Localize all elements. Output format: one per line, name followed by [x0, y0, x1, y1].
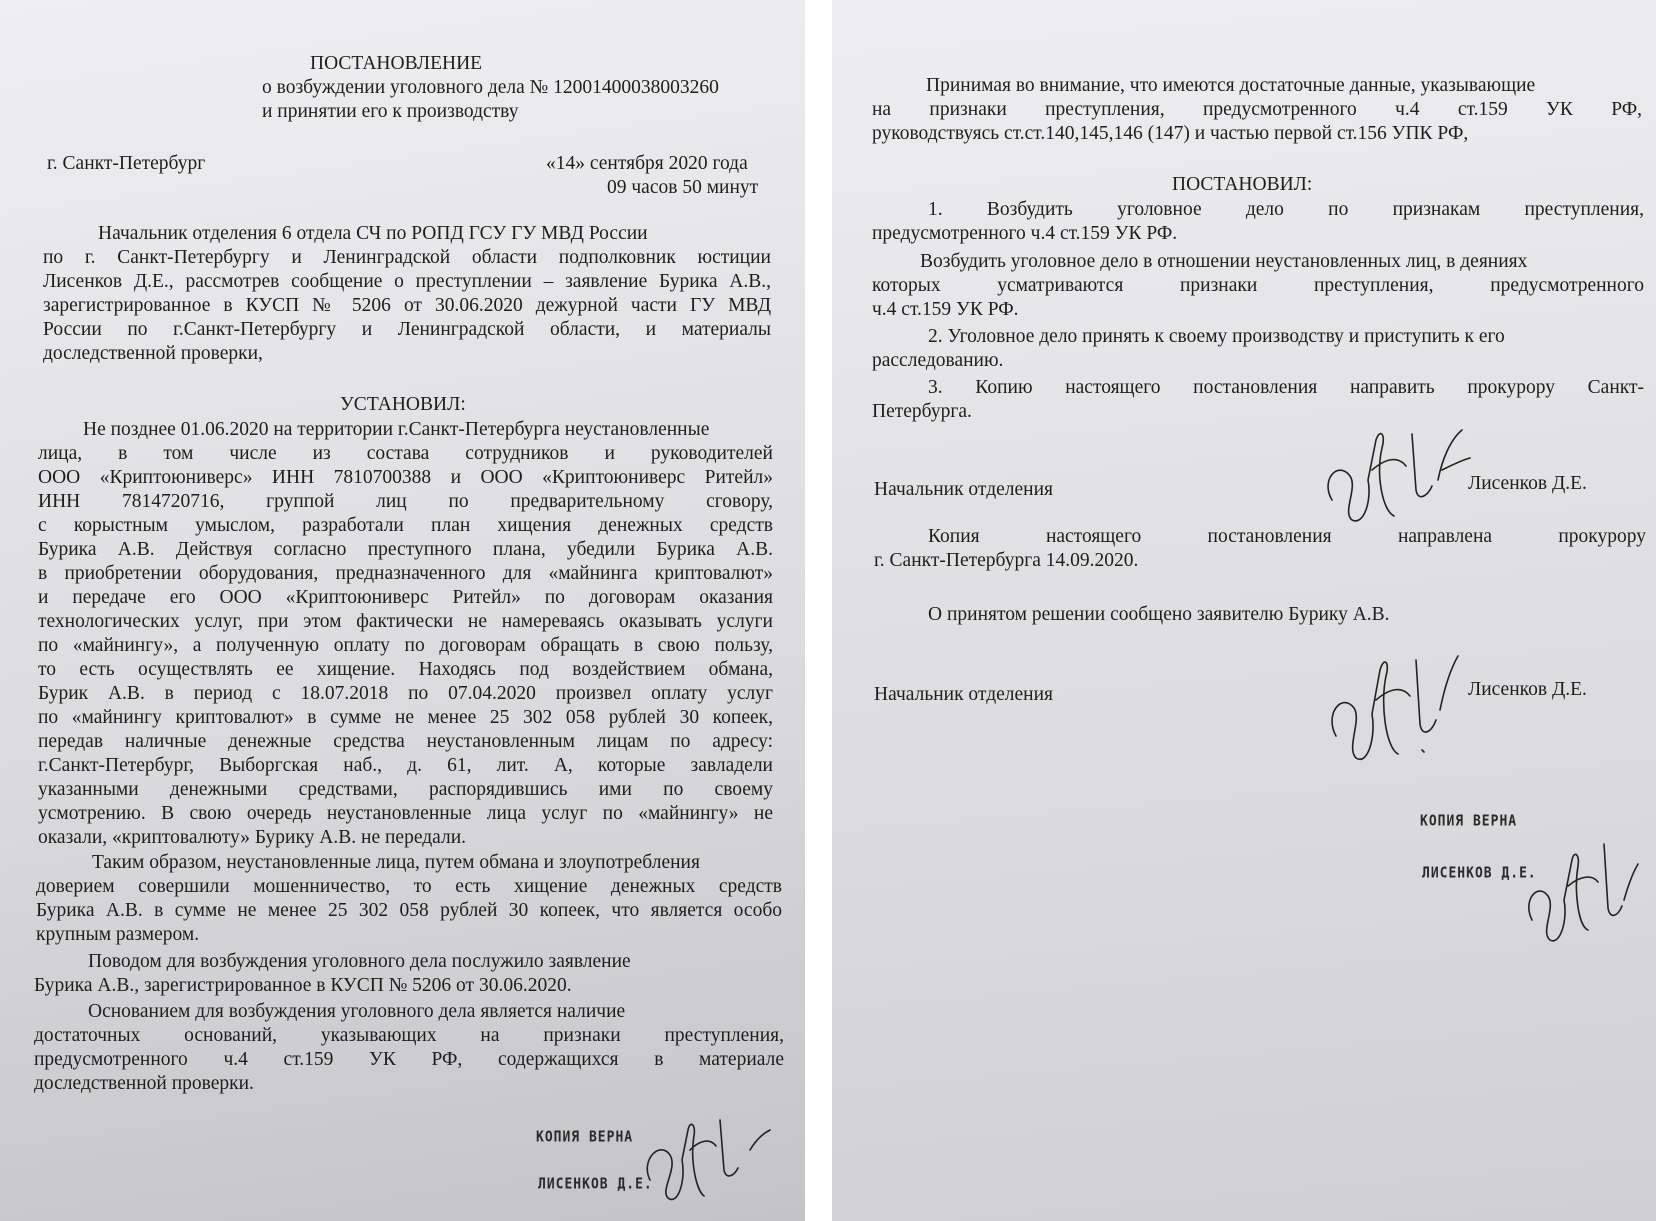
copy-certified-stamp: КОПИЯ ВЕРНА	[1420, 812, 1518, 831]
signature	[630, 1110, 780, 1210]
text-line: Поводом для возбуждения уголовного дела послужило заявление	[88, 951, 631, 972]
list-item: предусмотренного ч.4 ст.159 УК РФ.	[872, 223, 1178, 244]
text-line: то есть осуществлять ее хищение. Находясь под воздействием обмана,	[38, 659, 773, 680]
copy-note: г. Санкт-Петербурга 14.09.2020.	[874, 550, 1139, 571]
text-line: усмотрению. В свою очередь неустановленные лица услуг по «майнингу» не	[38, 803, 773, 824]
text-line: предусмотренного ч.4 ст.159 УК РФ, содержащихся в материале	[34, 1049, 784, 1070]
text-line: Основанием для возбуждения уголовного дела является наличие	[88, 1001, 626, 1022]
text-line: Бурика А.В. Действуя согласно преступного плана, убедили Бурика А.В.	[38, 539, 773, 560]
left-page	[0, 0, 805, 1221]
text-line: лица, в том числе из состава сотрудников и руководителей	[38, 443, 773, 464]
signature	[1312, 640, 1462, 770]
text-line: России по г.Санкт-Петербургу и Ленинградской области, и материалы	[43, 319, 771, 340]
city: г. Санкт-Петербург	[47, 153, 206, 174]
text-line: передав наличные денежные средства неустановленным лицам по адресу:	[38, 731, 773, 752]
list-item: 3. Копию настоящего постановления направить прокурору Санкт-	[928, 377, 1644, 398]
text-line: г.Санкт-Петербург, Выборгская наб., д. 61, лит. А, которые завладели	[38, 755, 773, 776]
text-line: доследственной проверки.	[34, 1073, 254, 1094]
copy-note: Копия настоящего постановления направлена прокурору	[928, 526, 1646, 547]
text-line: доследственной проверки,	[43, 343, 263, 364]
copy-certified-stamp: КОПИЯ ВЕРНА	[536, 1128, 634, 1147]
text-line: технологических услуг, при этом фактически не намереваясь оказывать услуги	[38, 611, 773, 632]
text-line: по г. Санкт-Петербургу и Ленинградской области подполковник юстиции	[43, 247, 771, 268]
text-line: Бурик А.В. в период с 18.07.2018 по 07.04.2020 произвел оплату услуг	[38, 683, 773, 704]
text-line: по «майнингу криптовалют» в сумме не менее 25 302 058 рублей 30 копеек,	[38, 707, 773, 728]
text-line: Начальник отделения 6 отдела СЧ по РОПД ГСУ ГУ МВД России	[98, 223, 648, 244]
signature	[1302, 420, 1472, 530]
text-line: оказали, «криптовалюту» Бурику А.В. не передали.	[38, 827, 467, 848]
text-line: достаточных оснований, указывающих на признаки преступления,	[34, 1025, 784, 1046]
list-item: расследованию.	[872, 350, 1004, 371]
list-item: 1. Возбудить уголовное дело по признакам преступления,	[928, 199, 1644, 220]
document-title: ПОСТАНОВЛЕНИЕ	[310, 53, 483, 74]
stamp-name: ЛИСЕНКОВ Д.Е.	[538, 1175, 653, 1194]
list-item: которых усматриваются признаки преступления, предусмотренного	[872, 275, 1644, 296]
text-line: Бурика А.В., зарегистрированное в КУСП № 5206 от 30.06.2020.	[34, 975, 572, 996]
document-subtitle: и принятии его к производству	[262, 101, 519, 122]
list-item: Возбудить уголовное дело в отношении неустановленных лиц, в деяниях	[920, 251, 1528, 272]
text-line: доверием совершили мошенничество, то есть хищение денежных средств	[36, 876, 782, 897]
notice-text: О принятом решении сообщено заявителю Бурику А.В.	[928, 604, 1390, 625]
list-item: 2. Уголовное дело принять к своему производству и приступить к его	[928, 326, 1505, 347]
right-page	[832, 0, 1656, 1221]
text-line: ИНН 7814720716, группой лиц по предварительному сговору,	[38, 491, 773, 512]
list-item: ч.4 ст.159 УК РФ.	[872, 299, 1019, 320]
text-line: по «майнингу», а полученную оплату по договорам обращать в свою пользу,	[38, 635, 773, 656]
list-item: Петербурга.	[872, 401, 972, 422]
text-line: в приобретении оборудования, предназначенного для «майнинга криптовалют»	[38, 563, 773, 584]
signatory-position: Начальник отделения	[874, 684, 1053, 705]
stamp-name: ЛИСЕНКОВ Д.Е.	[1422, 864, 1537, 883]
text-line: зарегистрированное в КУСП № 5206 от 30.06.2020 дежурной части ГУ МВД	[43, 295, 771, 316]
text-line: Таким образом, неустановленные лица, путем обмана и злоупотребления	[92, 852, 700, 873]
text-line: Лисенков Д.Е., рассмотрев сообщение о преступлении – заявление Бурика А.В.,	[43, 271, 771, 292]
section-heading: УСТАНОВИЛ:	[340, 394, 466, 415]
signatory-name: Лисенков Д.Е.	[1468, 473, 1587, 494]
text-line: Не позднее 01.06.2020 на территории г.Санкт-Петербурга неустановленные	[83, 419, 710, 440]
signatory-position: Начальник отделения	[874, 479, 1053, 500]
signatory-name: Лисенков Д.Е.	[1468, 679, 1587, 700]
time: 09 часов 50 минут	[607, 177, 759, 198]
signature	[1512, 830, 1642, 950]
document-subtitle: о возбуждении уголовного дела № 12001400038003260	[262, 77, 719, 98]
text-line: руководствуясь ст.ст.140,145,146 (147) и частью первой ст.156 УПК РФ,	[872, 123, 1469, 144]
text-line: указанными денежными средствами, распорядившись ими по своему	[38, 779, 773, 800]
text-line: и передаче его ООО «Криптоюниверс Ритейл» по договорам оказания	[38, 587, 773, 608]
text-line: Принимая во внимание, что имеются достаточные данные, указывающие	[926, 75, 1536, 96]
date: «14» сентября 2020 года	[546, 153, 748, 174]
text-line: на признаки преступления, предусмотренного ч.4 ст.159 УК РФ,	[872, 99, 1642, 120]
text-line: с корыстным умыслом, разработали план хищения денежных средств	[38, 515, 773, 536]
section-heading: ПОСТАНОВИЛ:	[1172, 174, 1313, 195]
page-gap	[805, 0, 832, 1221]
text-line: крупным размером.	[36, 924, 200, 945]
text-line: ООО «Криптоюниверс» ИНН 7810700388 и ООО «Криптоюниверс Ритейл»	[38, 467, 773, 488]
text-line: Бурика А.В. в сумме не менее 25 302 058 рублей 30 копеек, что является особо	[36, 900, 782, 921]
